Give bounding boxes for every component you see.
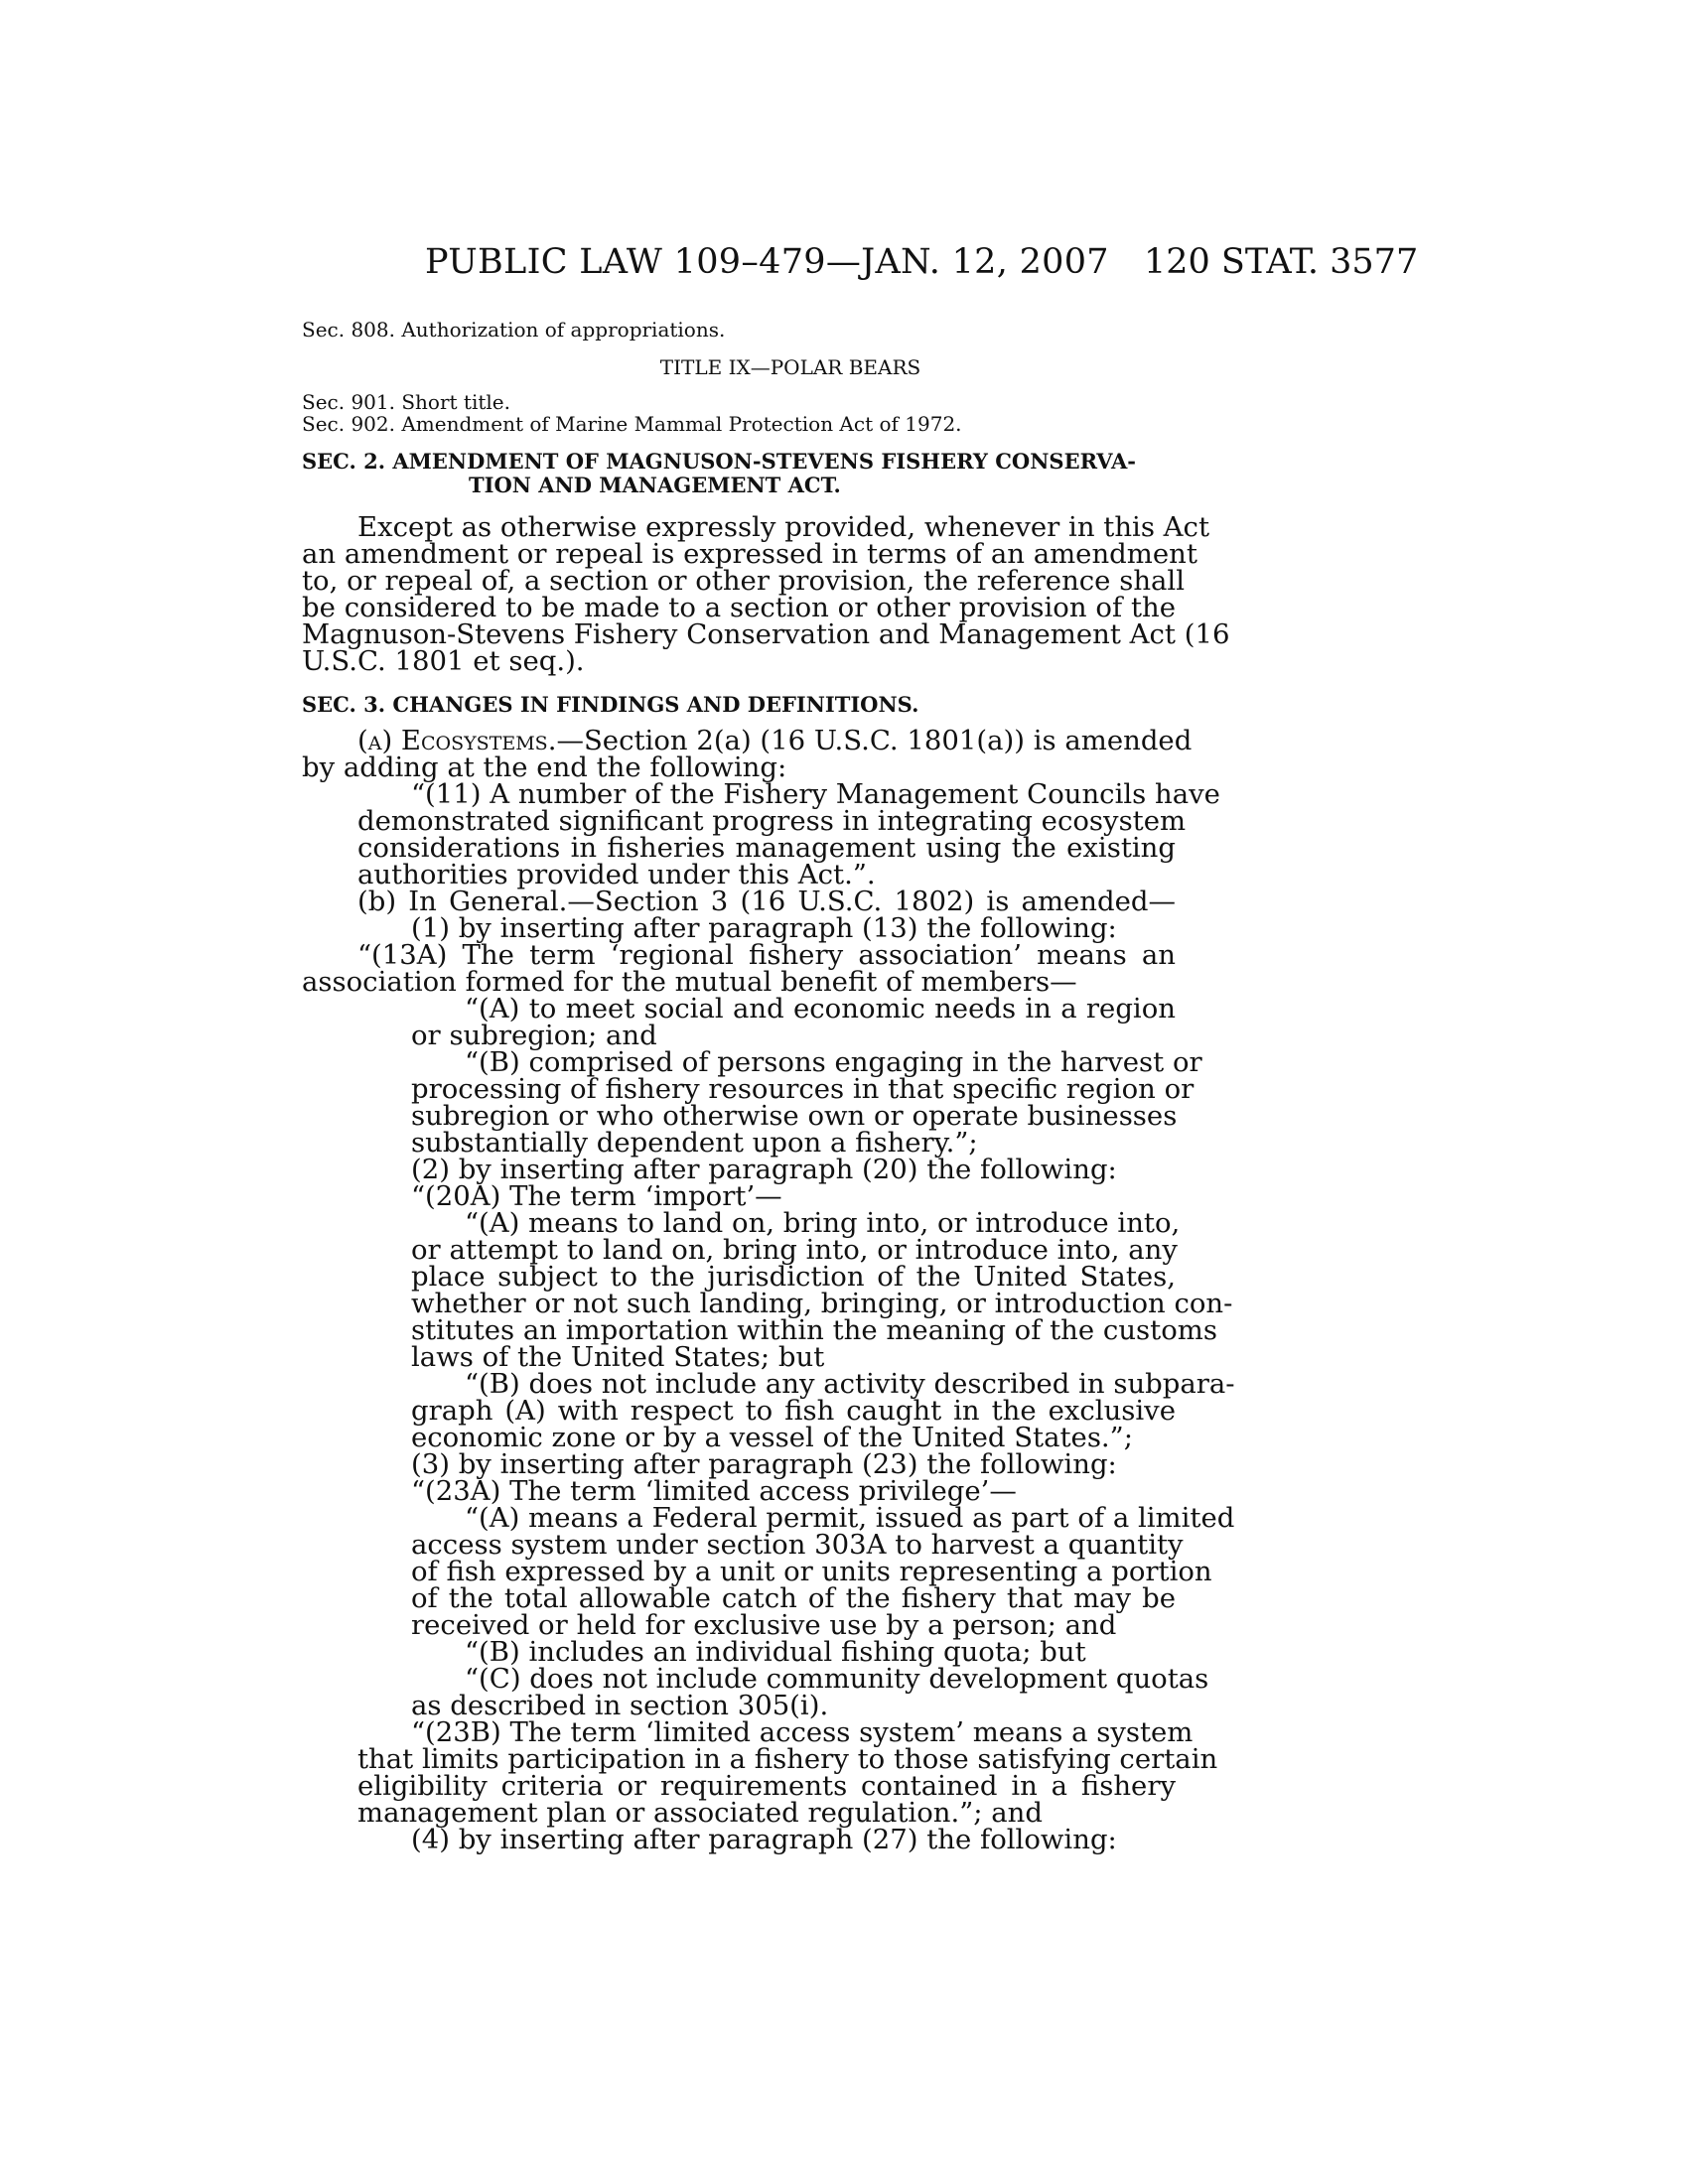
sec-3-text-line: subregion or who otherwise own or operate businesses [411, 1100, 1178, 1132]
sec-3-text-line: of the total allowable catch of the fishery that may be [411, 1582, 1176, 1614]
sec-3-text-line: (1) by inserting after paragraph (13) the following: [411, 912, 1117, 944]
sec-3-text-line: “(20A) The term ‘import’— [411, 1180, 782, 1212]
sec-3-text-line: or subregion; and [411, 1020, 657, 1051]
sec-3-text-line: laws of the United States; but [411, 1341, 825, 1373]
sec-3-text-line: “(23A) The term ‘limited access privilege’— [411, 1475, 1017, 1507]
sec-3-text-line: “(B) comprised of persons engaging in the harvest or [465, 1046, 1202, 1078]
sec-2-text-line: to, or repeal of, a section or other provision, the reference shall [302, 565, 1186, 597]
sec-3-text-line: that limits participation in a fishery to those satisfying certain [357, 1743, 1218, 1775]
sec-2-text-line: U.S.C. 1801 et seq.). [302, 645, 585, 677]
sec-3-text-line: processing of fishery resources in that specific region or [411, 1073, 1195, 1105]
sec-3-text-line: “(B) includes an individual fishing quota; but [465, 1636, 1086, 1668]
toc-sec-901: Sec. 901. Short title. [302, 390, 510, 414]
sec-3-text-line: “(A) to meet social and economic needs in a region [465, 993, 1176, 1024]
sec-3-text-line: or attempt to land on, bring into, or introduce into, any [411, 1234, 1178, 1266]
sec-2-text-line: Except as otherwise expressly provided, whenever in this Act [357, 511, 1209, 543]
sec-3-text-line: by adding at the end the following: [302, 751, 787, 783]
sec-3-text-line: graph (A) with respect to fish caught in the exclusive [411, 1395, 1176, 1427]
sec-3-subsection-b: (b) In General.—Section 3 (16 U.S.C. 1802) is amended— [357, 886, 1176, 917]
sec-3-text-line: as described in section 305(i). [411, 1690, 829, 1721]
sec-3-text-line: “(23B) The term ‘limited access system’ means a system [411, 1716, 1194, 1748]
sec-3-text-line: stitutes an importation within the meaning of the customs [411, 1314, 1217, 1346]
sec-2-text-line: an amendment or repeal is expressed in terms of an amendment [302, 538, 1197, 570]
toc-sec-902: Sec. 902. Amendment of Marine Mammal Protection Act of 1972. [302, 412, 962, 436]
sec-2-heading-line-2: TION AND MANAGEMENT ACT. [469, 473, 841, 497]
sec-3-text-line: (2) by inserting after paragraph (20) the following: [411, 1154, 1117, 1185]
sec-3-text-line: whether or not such landing, bringing, or introduction con- [411, 1288, 1233, 1319]
sec-3-text-line: association formed for the mutual benefit of members— [302, 966, 1077, 998]
toc-title-ix: TITLE IX—POLAR BEARS [659, 355, 921, 379]
sec-3-text-line: “(13A) The term ‘regional fishery association’ means an [357, 939, 1176, 971]
sec-3-text-line: (4) by inserting after paragraph (27) the following: [411, 1824, 1117, 1855]
sec-2-heading-line-1: SEC. 2. AMENDMENT OF MAGNUSON-STEVENS FISHERY CONSERVA- [302, 449, 1136, 474]
sec-2-text-line: be considered to be made to a section or other provision of the [302, 592, 1176, 623]
sec-3-text-line: place subject to the jurisdiction of the United States, [411, 1261, 1176, 1293]
sec-3-text-line: “(B) does not include any activity described in subpara- [465, 1368, 1235, 1400]
sec-3-text-line: “(A) means to land on, bring into, or introduce into, [465, 1207, 1181, 1239]
sec-3-text-line: access system under section 303A to harvest a quantity [411, 1529, 1184, 1561]
sec-3-text-line: considerations in fisheries management using the existing [357, 832, 1176, 864]
sec-3-heading: SEC. 3. CHANGES IN FINDINGS AND DEFINITIONS. [302, 692, 919, 717]
running-header-title: PUBLIC LAW 109–479—JAN. 12, 2007 [425, 242, 1109, 282]
sec-3-text-line: eligibility criteria or requirements contained in a fishery [357, 1770, 1176, 1802]
toc-sec-808: Sec. 808. Authorization of appropriations. [302, 318, 726, 341]
sec-3-text-line: received or held for exclusive use by a person; and [411, 1609, 1117, 1641]
subsection-a-text: —Section 2(a) (16 U.S.C. 1801(a)) is amended [556, 725, 1193, 756]
sec-3-text-line: demonstrated significant progress in integrating ecosystem [357, 805, 1187, 837]
sec-3-text-line: management plan or associated regulation.”; and [357, 1797, 1043, 1829]
page-statute-number: 120 STAT. 3577 [1144, 242, 1419, 282]
ecosystems-heading: (a) Ecosystems. [357, 725, 557, 756]
sec-3-text-line: economic zone or by a vessel of the United States.”; [411, 1422, 1133, 1453]
sec-3-text-line: authorities provided under this Act.”. [357, 859, 876, 890]
sec-3-text-line: “(A) means a Federal permit, issued as part of a limited [465, 1502, 1235, 1534]
sec-2-text-line: Magnuson-Stevens Fishery Conservation and Management Act (16 [302, 618, 1230, 650]
sec-3-text-line: (3) by inserting after paragraph (23) the following: [411, 1448, 1117, 1480]
sec-3-text-line: of fish expressed by a unit or units representing a portion [411, 1556, 1212, 1587]
sec-3-text-line: “(11) A number of the Fishery Management Councils have [411, 778, 1220, 810]
sec-3-text-line: substantially dependent upon a fishery.”; [411, 1127, 978, 1159]
sec-3-text-line: “(C) does not include community development quotas [465, 1663, 1209, 1695]
